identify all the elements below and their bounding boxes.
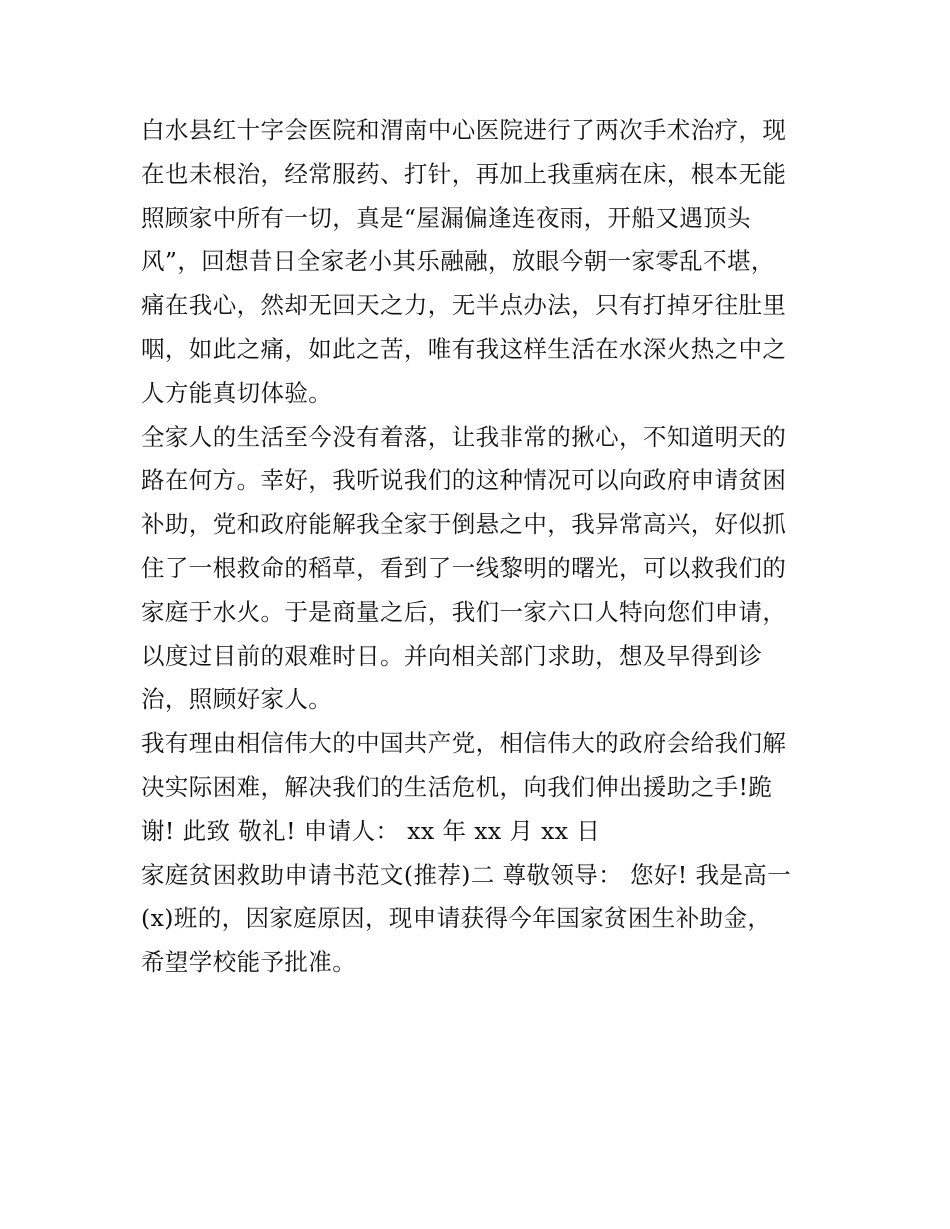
text-line: 家庭贫困救助申请书范文(推荐)二 尊敬领导： 您好! 我是高一 bbox=[141, 860, 792, 889]
text-line: 照顾家中所有一切，真是“屋漏偏逢连夜雨，开船又遇顶头 bbox=[141, 203, 751, 232]
text-line: 人方能真切体验。 bbox=[141, 378, 333, 407]
text-line: (x)班的，因家庭原因，现申请获得今年国家贫困生补助金， bbox=[141, 904, 772, 933]
text-line: 决实际困难，解决我们的生活危机，向我们伸出援助之手!跪 bbox=[141, 772, 773, 801]
text-line: 路在何方。幸好，我听说我们的这种情况可以向政府申请贫困 bbox=[141, 466, 787, 495]
document-body bbox=[141, 109, 821, 985]
text-line: 全家人的生活至今没有着落，让我非常的揪心，不知道明天的 bbox=[141, 422, 787, 451]
text-line: 谢! 此致 敬礼! 申请人： xx 年 xx 月 xx 日 bbox=[141, 816, 601, 845]
text-line: 我有理由相信伟大的中国共产党，相信伟大的政府会给我们解 bbox=[141, 729, 787, 758]
text-line: 痛在我心，然却无回天之力，无半点办法，只有打掉牙往肚里 bbox=[141, 291, 787, 320]
text-line: 咽，如此之痛，如此之苦，唯有我这样生活在水深火热之中之 bbox=[141, 334, 787, 363]
text-line: 希望学校能予批准。 bbox=[141, 948, 357, 977]
text-line: 风”，回想昔日全家老小其乐融融，放眼今朝一家零乱不堪， bbox=[141, 247, 775, 276]
text-line: 在也未根治，经常服药、打针，再加上我重病在床，根本无能 bbox=[141, 159, 787, 188]
text-line: 治，照顾好家人。 bbox=[141, 685, 333, 714]
text-line: 白水县红十字会医院和渭南中心医院进行了两次手术治疗，现 bbox=[141, 116, 787, 144]
text-line: 家庭于水火。于是商量之后，我们一家六口人特向您们申请， bbox=[141, 597, 787, 626]
text-line: 补助，党和政府能解我全家于倒悬之中，我异常高兴，好似抓 bbox=[141, 510, 787, 539]
text-line: 以度过目前的艰难时日。并向相关部门求助，想及早得到诊 bbox=[141, 641, 763, 670]
text-line: 住了一根救命的稻草，看到了一线黎明的曙光，可以救我们的 bbox=[141, 553, 787, 582]
